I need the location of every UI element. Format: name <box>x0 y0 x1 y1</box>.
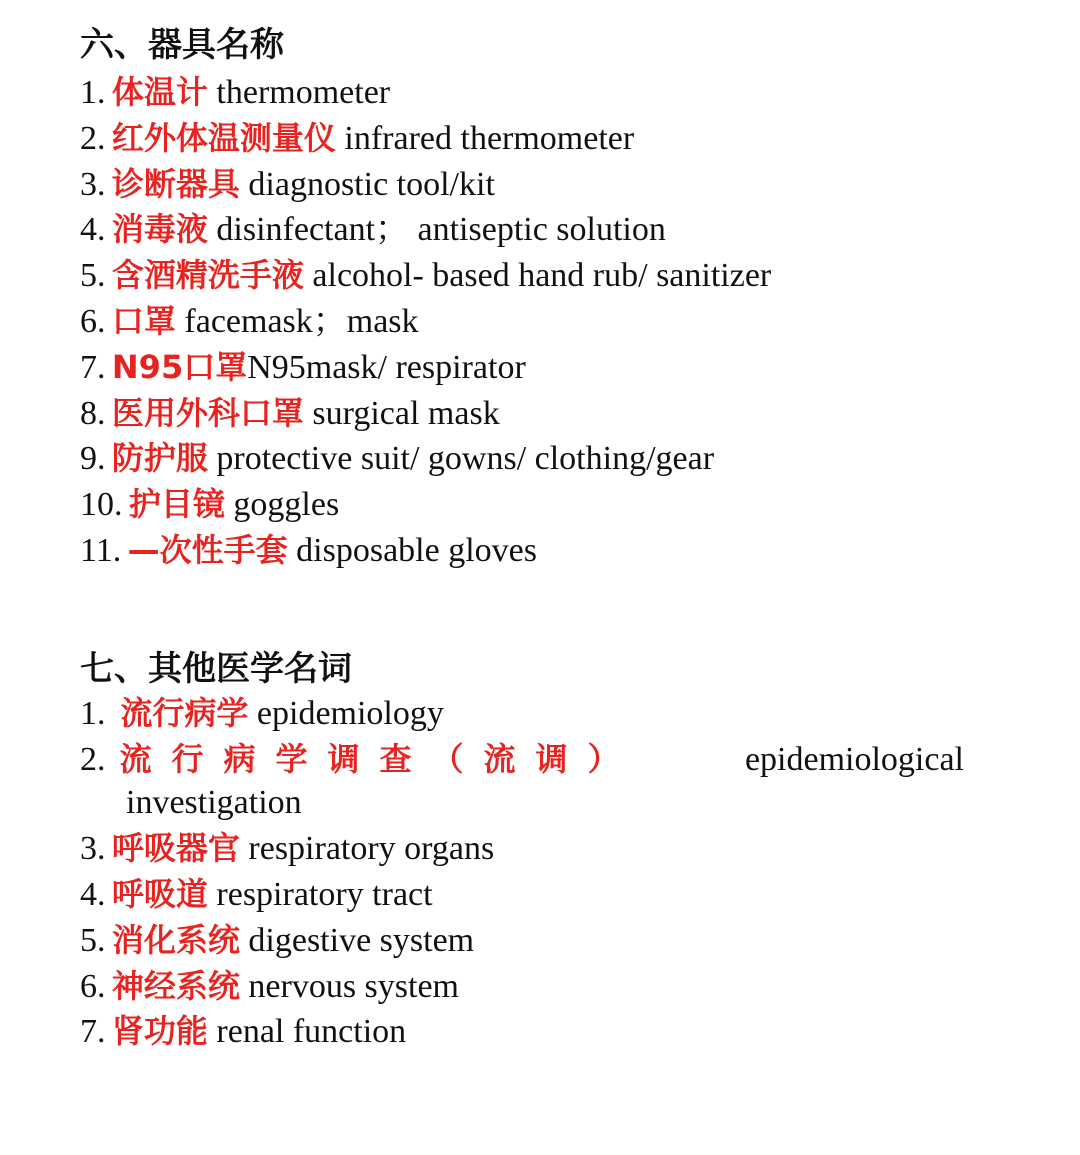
item-number: 11. <box>80 531 122 569</box>
english-term: facemask；mask <box>175 302 419 340</box>
term-list <box>80 691 1040 826</box>
chinese-term: 医用外科口罩 <box>111 393 304 432</box>
item-number: 4. <box>80 875 106 913</box>
chinese-term: 护目镜 <box>128 485 225 524</box>
english-term: disinfectant； antiseptic solution <box>207 211 666 249</box>
chinese-term: 呼吸道 <box>111 874 208 913</box>
item-number: 6. <box>80 302 106 340</box>
english-term: alcohol- based hand rub/ sanitizer <box>303 257 772 295</box>
list-item <box>80 253 1040 299</box>
term-list <box>80 70 1040 574</box>
item-number: 3. <box>80 830 106 868</box>
list-item <box>80 116 1040 162</box>
chinese-term: 含酒精洗手液 <box>111 256 304 295</box>
chinese-term: 口罩 <box>111 301 176 340</box>
english-term: nervous system <box>239 967 459 1005</box>
section-title: 六、器具名称 <box>80 25 284 65</box>
english-term: infrared thermometer <box>335 119 635 157</box>
list-item <box>80 162 1040 208</box>
english-term: goggles <box>224 486 340 524</box>
section-medical-terms <box>80 647 1040 1055</box>
chinese-term: 消化系统 <box>111 920 240 959</box>
list-item <box>80 528 1040 574</box>
item-number: 1. <box>80 74 106 111</box>
item-number: 2. <box>80 119 106 157</box>
item-number: 5. <box>80 921 106 959</box>
english-term: N95mask/ respirator <box>247 348 526 386</box>
list-item <box>80 826 1040 872</box>
list-item <box>80 737 1040 827</box>
chinese-term: N95口罩 <box>111 347 248 386</box>
english-term: renal function <box>207 1013 407 1051</box>
english-term: epidemiology <box>256 694 444 732</box>
chinese-term: 诊断器具 <box>111 164 240 203</box>
chinese-term: 呼吸器官 <box>111 829 240 868</box>
chinese-term: 防护服 <box>111 439 208 478</box>
chinese-term: 流行病学 <box>120 693 249 732</box>
english-term: digestive system <box>239 921 475 959</box>
section-spacer <box>80 574 1040 647</box>
english-term: respiratory tract <box>207 875 433 913</box>
list-item <box>80 436 1040 482</box>
english-term: thermometer <box>207 74 391 111</box>
section-title: 七、其他医学名词 <box>80 648 352 689</box>
item-number: 7. <box>80 1013 106 1051</box>
item-number: 5. <box>80 257 106 295</box>
english-term: disposable gloves <box>287 531 537 569</box>
chinese-term: —次性手套 <box>127 530 288 569</box>
list-item <box>80 299 1040 345</box>
english-term: epidemiological <box>744 740 964 778</box>
item-number: 1. <box>80 694 106 732</box>
term-list <box>80 826 1040 1055</box>
list-item <box>80 345 1040 391</box>
section-equipment-names <box>80 20 1040 574</box>
item-number: 4. <box>80 211 106 249</box>
item-number: 10. <box>80 486 123 524</box>
list-item <box>80 691 1040 737</box>
chinese-term: 体温计 <box>111 73 208 111</box>
english-term: diagnostic tool/kit <box>239 165 495 203</box>
chinese-term: 肾功能 <box>111 1012 208 1051</box>
english-term: protective suit/ gowns/ clothing/gear <box>207 440 715 478</box>
item-number: 6. <box>80 967 106 1005</box>
list-item <box>80 872 1040 918</box>
list-item <box>80 391 1040 437</box>
list-item <box>80 964 1040 1010</box>
english-term-continuation: investigation <box>126 784 302 822</box>
document-page <box>80 20 1040 1055</box>
item-number: 3. <box>80 165 106 203</box>
list-item <box>80 207 1040 253</box>
item-number: 9. <box>80 440 106 478</box>
item-number: 8. <box>80 394 106 432</box>
list-item <box>80 918 1040 964</box>
chinese-term: 神经系统 <box>111 966 240 1005</box>
english-term: respiratory organs <box>239 830 495 868</box>
list-item <box>80 1009 1040 1055</box>
item-number: 7. <box>80 348 106 386</box>
chinese-term: 红外体温测量仪 <box>111 118 336 157</box>
item-number: 2. <box>80 740 106 778</box>
list-item <box>80 70 1040 116</box>
chinese-term: 消毒液 <box>111 210 208 249</box>
list-item <box>80 482 1040 528</box>
chinese-term: 流行病学调查（流调） <box>119 739 640 778</box>
english-term: surgical mask <box>303 394 500 432</box>
